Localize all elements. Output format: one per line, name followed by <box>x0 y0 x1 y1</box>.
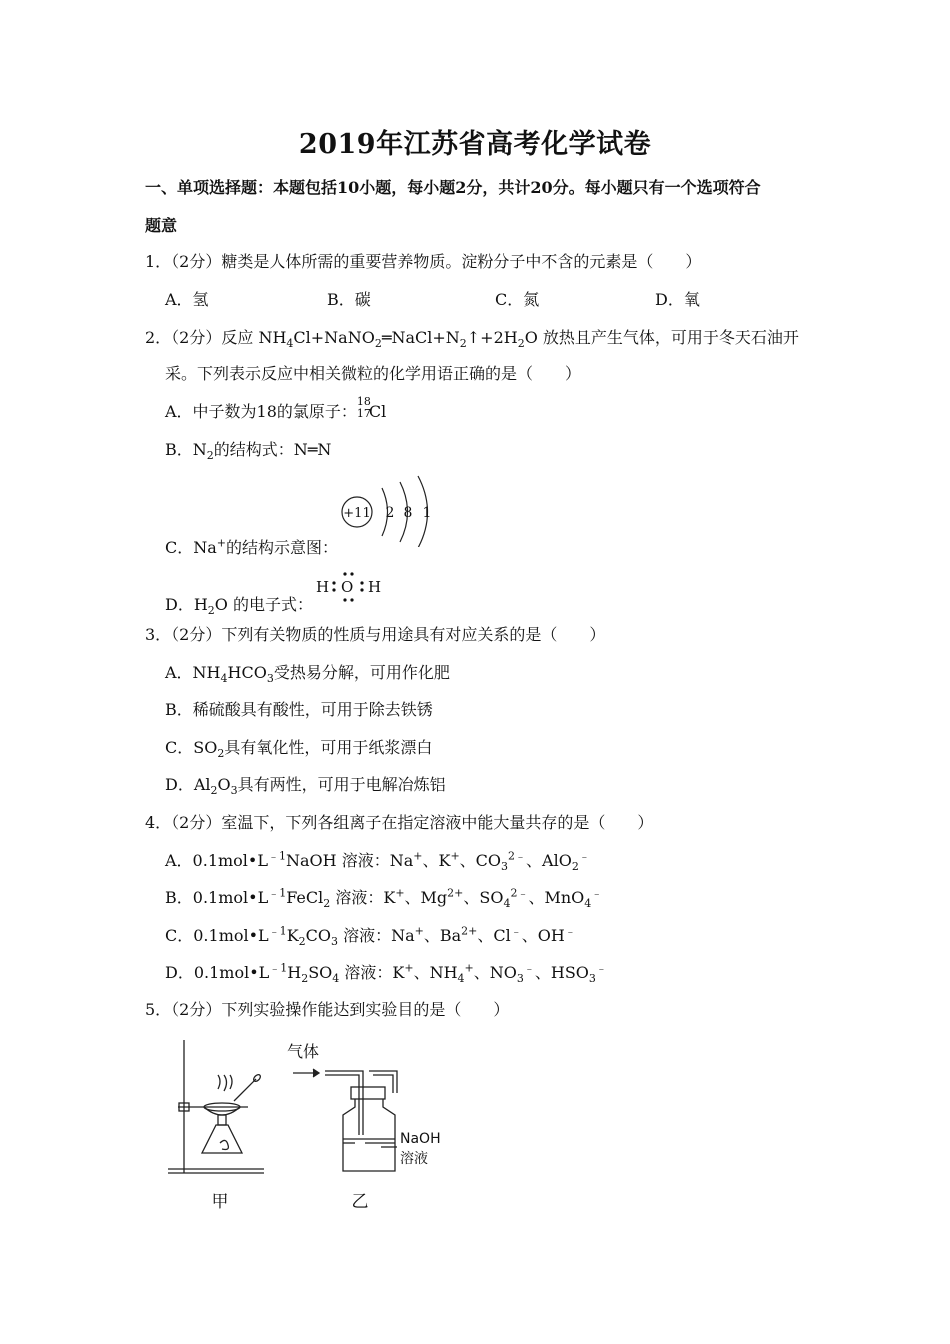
water-electron-formula <box>312 570 387 604</box>
nucleus-charge: +11 <box>343 506 371 521</box>
question-2-stem-line2: 采。下列表示反应中相关微粒的化学用语正确的是（ ） <box>165 364 582 383</box>
figure-label-naoh: NaOH <box>400 1131 441 1147</box>
question-5-stem: 5．（2分）下列实验操作能达到实验目的是（ ） <box>145 1000 510 1019</box>
apparatus-jia-figure <box>160 1035 280 1220</box>
svg-text:H: H <box>316 578 330 596</box>
shell-electrons-2: 8 <box>403 505 413 521</box>
question-3-stem: 3．（2分）下列有关物质的性质与用途具有对应关系的是（ ） <box>145 625 606 644</box>
page-title: 2019年江苏省高考化学试卷 <box>298 129 652 160</box>
figure-label-yi: 乙 <box>351 1192 369 1212</box>
q1-option-a: A．氢 <box>165 290 209 309</box>
figure-label-jia: 甲 <box>211 1192 229 1212</box>
q3-option-d: D．$Al_2O_3$具有两性，可用于电解冶炼铝 <box>165 775 446 798</box>
q3-option-c: C．$SO_2$具有氧化性，可用于纸浆漂白 <box>165 738 433 761</box>
q3-option-a: A．$NH_4HCO_3$受热易分解，可用作化肥 <box>165 663 450 686</box>
section-heading-line2: 题意 <box>145 216 178 235</box>
section-heading-line1: 一、单项选择题：本题包括10小题，每小题2分，共计20分。每小题只有一个选项符合 <box>145 178 761 197</box>
q4-option-c: C．$0.1mol•L^{﹣1}K_2CO_3$ 溶液：Na+、$Ba^{2+}$、Cl﹣、OH﹣ <box>165 924 576 949</box>
q1-option-c: C．氮 <box>495 290 540 309</box>
q1-option-d: D．氧 <box>655 290 700 309</box>
q2-option-d: D．$H_2O$ 的电子式： <box>165 595 314 618</box>
figure-label-solution: 溶液 <box>400 1151 428 1167</box>
apparatus-yi-figure <box>285 1035 455 1220</box>
question-4-stem: 4．（2分）室温下，下列各组离子在指定溶液中能大量共存的是（ ） <box>145 813 654 832</box>
shell-electrons-3: 1 <box>422 505 432 521</box>
q2-option-b: B．$N_2$的结构式：N═N <box>165 440 332 463</box>
q4-option-b: B．$0.1mol•L^{﹣1}FeCl_2$ 溶液：K+、$Mg^{2+}$、$SO_4^{2﹣}$、MnO$_4$﹣ <box>165 886 603 911</box>
q1-option-b: B．碳 <box>327 290 371 309</box>
question-2-stem-line1: 2．（2分）反应 $NH_4Cl+NaNO_2═NaCl+N_2↑+2H_2O$ 放热且产生气体，可用于冬天石油开 <box>145 328 799 351</box>
sodium-ion-structure-diagram <box>335 472 440 547</box>
svg-text:O: O <box>341 578 354 596</box>
svg-text:H: H <box>368 578 382 596</box>
q4-option-d: D．$0.1mol•L^{﹣1}H_2SO_4$ 溶液：K+、$NH_4^+$、$NO_3^﹣$、$HSO_3^﹣$ <box>165 961 607 986</box>
question-1-stem: 1．（2分）糖类是人体所需的重要营养物质。淀粉分子中不含的元素是（ ） <box>145 252 702 271</box>
q2-option-c: C．Na+的结构示意图： <box>165 536 339 557</box>
q2-option-a: A．中子数为18的氯原子： 18 17 Cl <box>165 395 387 421</box>
figure-label-gas: 气体 <box>287 1042 320 1061</box>
shell-electrons-1: 2 <box>385 505 395 521</box>
q3-option-b: B．稀硫酸具有酸性，可用于除去铁锈 <box>165 700 433 719</box>
q4-option-a: A．$0.1mol•L^{﹣1}NaOH$ 溶液：Na+、K+、$CO_3^{2﹣}$、AlO$_2$﹣ <box>165 849 590 874</box>
